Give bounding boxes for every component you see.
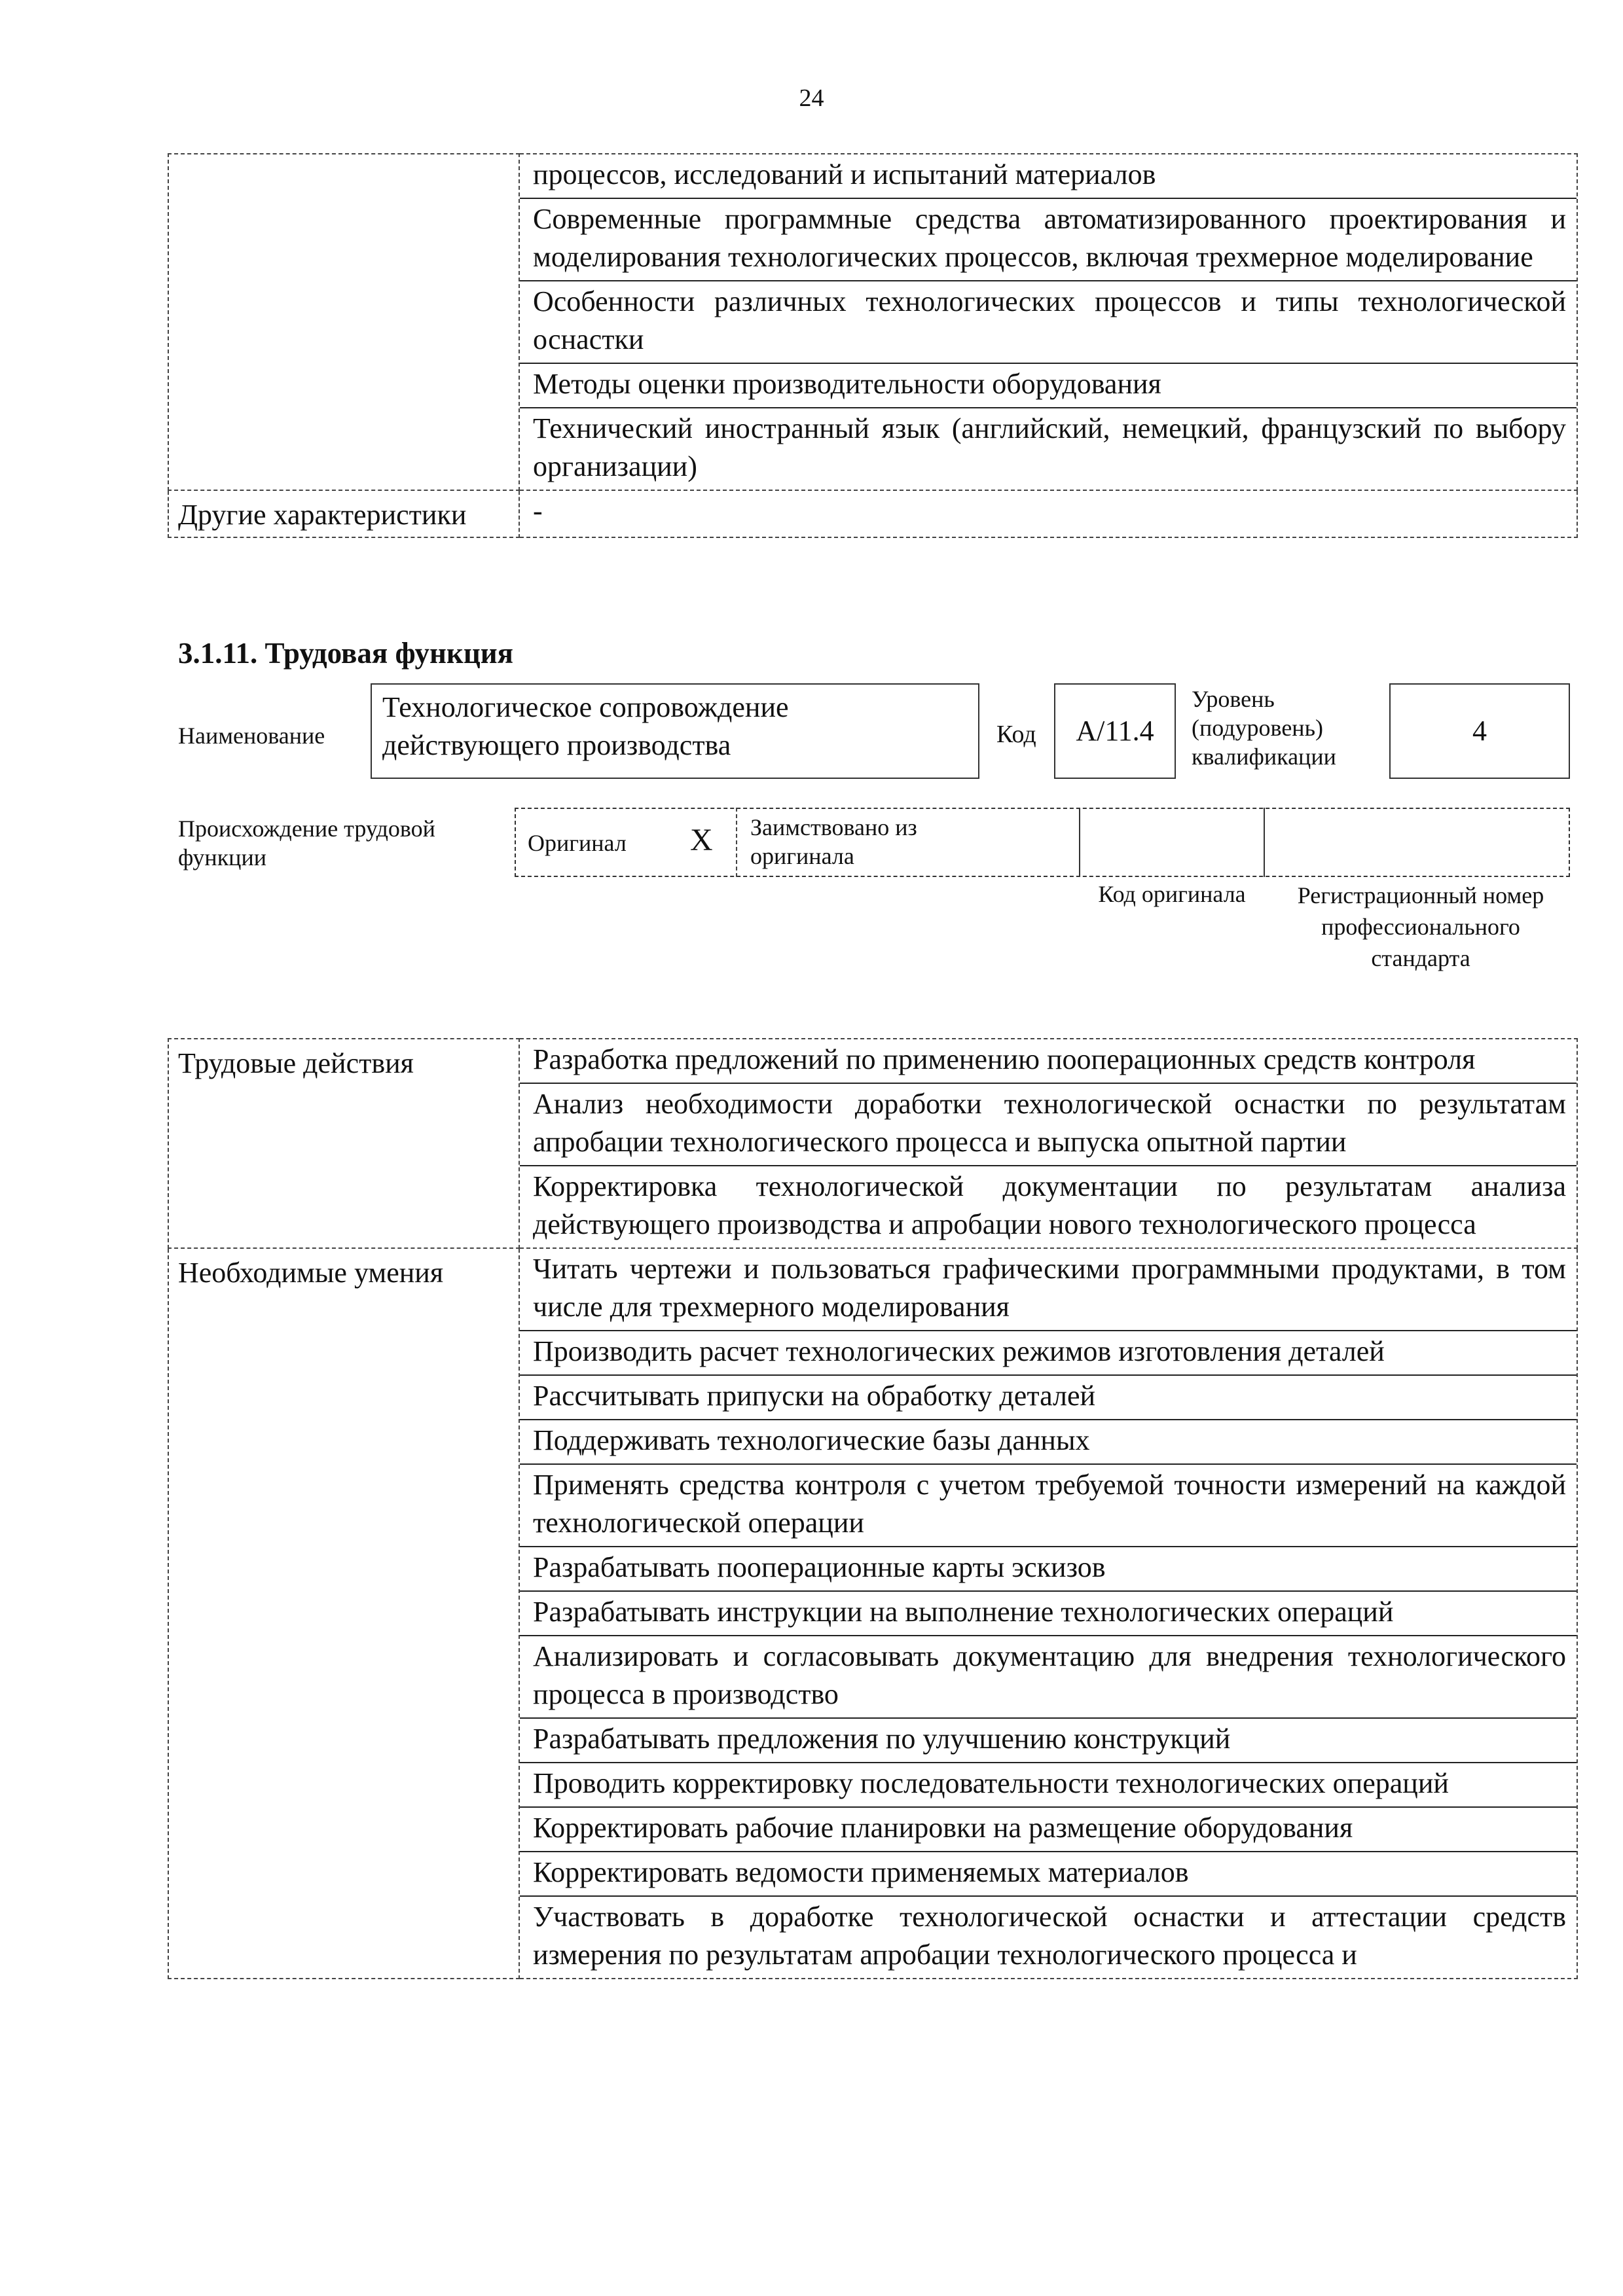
- list-item: Корректировка технологической документации по результатам анализа действующего производства и апробации нового технологического процесса: [533, 1170, 1566, 1240]
- list-item: Анализировать и согласовывать документацию для внедрения технологического процесса в производство: [520, 1636, 1577, 1719]
- borrowed-label: Заимствовано из оригинала: [750, 814, 917, 869]
- code-label: Код: [996, 721, 1036, 748]
- list-item: Читать чертежи и пользоваться графическими программными продуктами, в том числе для трехмерного моделирования: [520, 1249, 1577, 1331]
- list-item: Проводить корректировку последовательности технологических операций: [520, 1763, 1577, 1808]
- list-item: Производить расчет технологических режимов изготовления деталей: [520, 1331, 1577, 1376]
- knowledge-label-cell: [168, 154, 519, 490]
- qualification-level-value: 4: [1389, 683, 1570, 779]
- section-heading: 3.1.11. Трудовая функция: [178, 637, 514, 670]
- list-item: Особенности различных технологических процессов и типы технологической оснастки: [520, 281, 1577, 364]
- list-item: Корректировать рабочие планировки на размещение оборудования: [520, 1808, 1577, 1852]
- other-characteristics-value: -: [533, 495, 543, 527]
- list-item: Анализ необходимости доработки технологической оснастки по результатам апробации технологического процесса и выпуска опытной партии: [520, 1084, 1577, 1166]
- labor-actions-cell: [519, 1039, 1577, 1248]
- list-item: Разработка предложений по применению пооперационных средств контроля: [520, 1039, 1577, 1084]
- original-mark: X: [690, 823, 713, 857]
- table-row: [168, 154, 1577, 490]
- list-item: Разрабатывать предложения по улучшению конструкций: [520, 1719, 1577, 1763]
- origin-label: Происхождение трудовой функции: [178, 816, 435, 870]
- registration-number-label: Регистрационный номер профессионального стандарта: [1297, 882, 1544, 971]
- qualification-level-label: Уровень (подуровень) квалификации: [1192, 686, 1336, 770]
- other-characteristics-cell: [519, 490, 1577, 537]
- labor-function-table: [168, 1038, 1578, 1979]
- list-item: Корректировать ведомости применяемых материалов: [520, 1852, 1577, 1897]
- list-item: Технический иностранный язык (английский, немецкий, французский по выбору организации): [533, 412, 1566, 482]
- knowledge-table: [168, 153, 1578, 538]
- code-original-label: Код оригинала: [1098, 881, 1246, 907]
- list-item: Методы оценки производительности оборудования: [520, 364, 1577, 408]
- origin-divider: [1264, 808, 1266, 877]
- list-item: Разрабатывать пооперационные карты эскизов: [520, 1547, 1577, 1592]
- table-row: [168, 1248, 1577, 1979]
- table-row: [168, 1039, 1577, 1248]
- required-skills-label: Необходимые умения: [168, 1248, 519, 1979]
- table-row: [168, 490, 1577, 537]
- origin-divider: [736, 808, 739, 877]
- list-item: Участвовать в доработке технологической оснастки и аттестации средств измерения по результатам апробации технологического процесса и: [533, 1901, 1566, 1971]
- function-name-box: Технологическое сопровождение действующего производства: [371, 683, 979, 779]
- knowledge-items-cell: [519, 154, 1577, 490]
- list-item: Рассчитывать припуски на обработку деталей: [520, 1376, 1577, 1420]
- page-number: 24: [799, 84, 824, 112]
- list-item: Применять средства контроля с учетом требуемой точности измерений на каждой технологической операции: [520, 1465, 1577, 1547]
- list-item: Поддерживать технологические базы данных: [520, 1420, 1577, 1465]
- list-item: Разрабатывать инструкции на выполнение технологических операций: [520, 1592, 1577, 1636]
- name-label: Наименование: [178, 723, 325, 749]
- origin-divider: [1079, 808, 1082, 877]
- other-characteristics-label: Другие характеристики: [168, 490, 519, 537]
- list-item: процессов, исследований и испытаний материалов: [520, 154, 1577, 199]
- code-value: А/11.4: [1054, 683, 1176, 779]
- list-item: Современные программные средства автоматизированного проектирования и моделирования технологических процессов, включая трехмерное моделирование: [520, 199, 1577, 281]
- labor-actions-label: Трудовые действия: [168, 1039, 519, 1248]
- origin-row: [515, 808, 1570, 877]
- required-skills-cell: [519, 1248, 1577, 1979]
- original-label: Оригинал: [528, 830, 627, 856]
